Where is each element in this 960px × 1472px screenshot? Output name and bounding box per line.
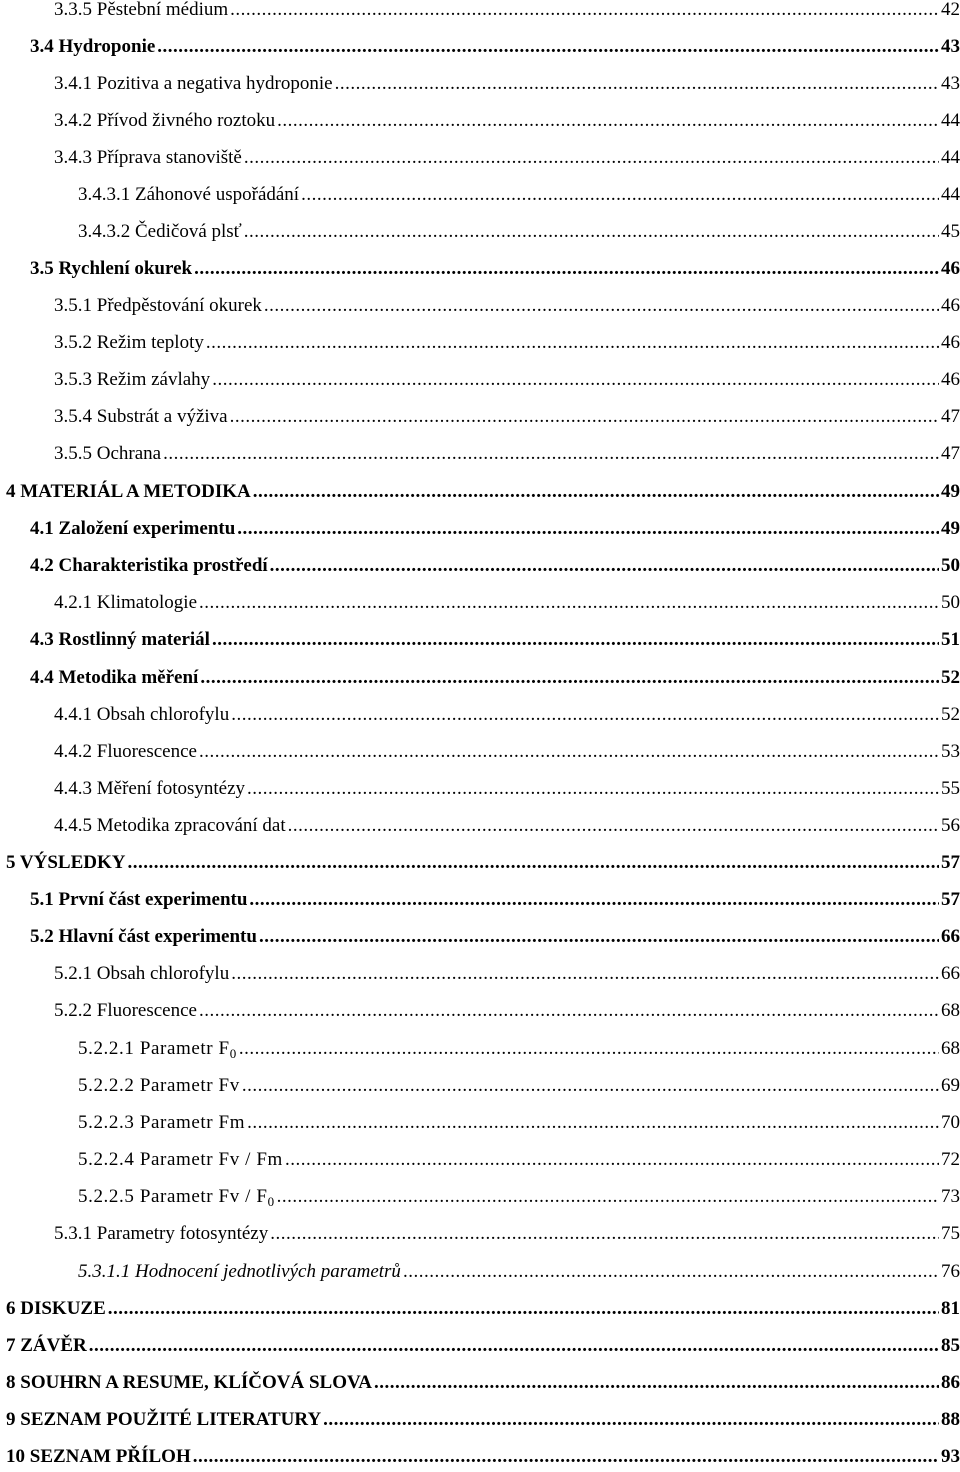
dot-leader [199, 996, 939, 1026]
toc-entry-title [30, 922, 257, 952]
toc-entry[interactable] [54, 402, 960, 432]
toc-entry-title [54, 1219, 268, 1249]
toc-entry-label: Rostlinný materiál [58, 629, 210, 650]
toc-entry-number: 5.2.2.5 [78, 1186, 135, 1207]
toc-entry-page-number: 57 [941, 889, 960, 910]
toc-entry-label: Měření fotosyntézy [96, 778, 246, 799]
toc-entry[interactable] [78, 1257, 960, 1287]
toc-entry-number: 4.4.2 [54, 741, 92, 762]
toc-entry-page-number: 55 [941, 778, 960, 799]
toc-entry[interactable] [54, 0, 960, 25]
toc-entry-title [54, 106, 275, 136]
toc-entry-label: Předpěstování okurek [96, 295, 262, 316]
toc-entry-page-number: 52 [941, 704, 960, 725]
toc-entry-title [54, 811, 286, 841]
toc-entry-number: 5.2.2.2 [78, 1075, 135, 1096]
toc-entry-number: 5.2 [30, 926, 54, 947]
dot-leader [230, 402, 939, 432]
toc-entry[interactable] [6, 477, 960, 507]
toc-entry-number: 5.2.2 [54, 1000, 92, 1021]
toc-entry-page-number: 43 [941, 36, 960, 57]
toc-entry-label: První část experimentu [58, 889, 248, 910]
toc-entry-label: Přívod živného roztoku [96, 110, 276, 131]
toc-entry-page-number: 66 [941, 963, 960, 984]
toc-entry-title [54, 959, 229, 989]
toc-entry-number: 3.4.3.1 [78, 184, 131, 205]
toc-entry[interactable] [54, 996, 960, 1026]
toc-entry-page-number: 68 [941, 1000, 960, 1021]
toc-entry-title [30, 551, 268, 581]
toc-entry-title [6, 848, 126, 878]
toc-entry[interactable] [78, 217, 960, 247]
toc-entry[interactable] [54, 737, 960, 767]
toc-entry-page-number: 44 [941, 110, 960, 131]
toc-entry-title [78, 1108, 245, 1138]
toc-entry-title [30, 625, 210, 655]
toc-entry-number: 5.3.1 [54, 1223, 92, 1244]
toc-entry-number: 3.5 [30, 258, 54, 279]
toc-entry-page-number: 68 [941, 1038, 960, 1059]
toc-entry-page-number: 50 [941, 592, 960, 613]
toc-entry-title [78, 1182, 275, 1212]
toc-entry-title [78, 217, 242, 247]
toc-entry-page-number: 43 [941, 73, 960, 94]
toc-entry-title [30, 514, 235, 544]
toc-entry-label: VÝSLEDKY [19, 852, 126, 873]
toc-entry-number: 3.4.3.2 [78, 221, 131, 242]
toc-entry-number: 4.3 [30, 629, 54, 650]
toc-entry-label: Rychlení okurek [58, 258, 193, 279]
dot-leader [253, 477, 939, 507]
toc-entry-label: Hlavní část experimentu [58, 926, 257, 947]
toc-entry-title [54, 996, 197, 1026]
toc-entry-label: Fluorescence [96, 741, 197, 762]
toc-entry-number: 4.4.3 [54, 778, 92, 799]
toc-entry-number: 3.5.4 [54, 406, 92, 427]
toc-entry[interactable] [54, 439, 960, 469]
toc-entry-page-number: 46 [941, 369, 960, 390]
toc-entry-page-number: 50 [941, 555, 960, 576]
toc-entry-title [78, 1034, 237, 1064]
dot-leader [212, 365, 939, 395]
dot-leader [230, 0, 939, 25]
dot-leader [237, 514, 939, 544]
toc-entry-number: 3.5.5 [54, 443, 92, 464]
dot-leader [157, 32, 939, 62]
toc-entry-number: 3.3.5 [54, 0, 92, 20]
toc-entry-number: 5.2.2.3 [78, 1112, 135, 1133]
toc-entry-title [6, 1405, 321, 1435]
toc-entry[interactable] [6, 848, 960, 878]
dot-leader [242, 1071, 939, 1101]
toc-entry-page-number: 45 [941, 221, 960, 242]
toc-entry-page-number: 88 [941, 1409, 960, 1430]
toc-entry-label: SEZNAM POUŽITÉ LITERATURY [20, 1409, 322, 1430]
toc-entry[interactable] [6, 1331, 960, 1361]
dot-leader [199, 737, 939, 767]
toc-entry-number: 5.2.2.4 [78, 1149, 135, 1170]
dot-leader [335, 69, 939, 99]
toc-entry-number: 3.4 [30, 36, 54, 57]
toc-entry-title [54, 774, 245, 804]
toc-entry-title [30, 254, 192, 284]
toc-entry-page-number: 93 [941, 1446, 960, 1467]
toc-entry-number: 3.4.3 [54, 147, 92, 168]
toc-entry[interactable] [30, 551, 960, 581]
toc-entry[interactable] [6, 1405, 960, 1435]
toc-entry-label: Záhonové uspořádání [135, 184, 300, 205]
toc-entry-number: 4 [6, 481, 16, 502]
toc-entry[interactable] [78, 1071, 960, 1101]
toc-entry-label: Pěstební médium [96, 0, 229, 20]
toc-entry-label: MATERIÁL A METODIKA [20, 481, 251, 502]
toc-entry-page-number: 44 [941, 184, 960, 205]
toc-entry[interactable] [30, 663, 960, 693]
toc-entry-title [54, 588, 197, 618]
toc-entry-number: 4.1 [30, 518, 54, 539]
toc-entry-page-number: 51 [941, 629, 960, 650]
toc-entry-title [30, 32, 155, 62]
toc-entry[interactable] [30, 32, 960, 62]
dot-leader [206, 328, 939, 358]
dot-leader [301, 180, 939, 210]
toc-entry-label: Čedičová plsť [135, 221, 242, 242]
toc-entry[interactable] [6, 1368, 960, 1398]
toc-entry-number: 4.2.1 [54, 592, 92, 613]
toc-entry[interactable] [54, 106, 960, 136]
dot-leader [244, 143, 939, 173]
toc-entry[interactable] [30, 514, 960, 544]
toc-entry-page-number: 52 [941, 667, 960, 688]
toc-entry-number: 4.4.1 [54, 704, 92, 725]
toc-entry-label: Režim teploty [96, 332, 204, 353]
toc-entry-title [54, 69, 333, 99]
toc-entry[interactable] [78, 1145, 960, 1175]
toc-entry[interactable] [54, 774, 960, 804]
toc-entry-page-number: 76 [941, 1261, 960, 1282]
toc-entry[interactable] [78, 1108, 960, 1138]
toc-entry-title [54, 737, 197, 767]
toc-entry-label: Fluorescence [96, 1000, 197, 1021]
toc-entry-page-number: 46 [941, 295, 960, 316]
toc-entry-page-number: 44 [941, 147, 960, 168]
toc-entry-label: Parametr Fv [139, 1075, 240, 1096]
toc-entry-label: Metodika měření [58, 667, 199, 688]
toc-entry-page-number: 70 [941, 1112, 960, 1133]
toc-entry[interactable] [78, 1034, 960, 1064]
dot-leader [288, 811, 939, 841]
dot-leader [270, 551, 939, 581]
dot-leader [108, 1294, 939, 1324]
toc-entry-title [30, 663, 198, 693]
toc-entry[interactable] [30, 625, 960, 655]
toc-entry-label: DISKUZE [20, 1298, 106, 1319]
toc-entry-number: 5.2.2.1 [78, 1038, 135, 1059]
toc-entry-title [6, 1368, 372, 1398]
toc-entry-page-number: 53 [941, 741, 960, 762]
toc-entry-label: Příprava stanoviště [96, 147, 242, 168]
toc-entry-number: 8 [6, 1372, 16, 1393]
toc-entry-title [54, 143, 242, 173]
toc-entry[interactable] [30, 922, 960, 952]
toc-entry-number: 4.2 [30, 555, 54, 576]
toc-entry-title [54, 328, 204, 358]
toc-entry-number: 3.5.1 [54, 295, 92, 316]
toc-entry-label: SEZNAM PŘÍLOH [29, 1446, 191, 1467]
toc-entry-title [54, 0, 228, 25]
toc-entry-page-number: 42 [941, 0, 960, 20]
toc-entry-page-number: 49 [941, 518, 960, 539]
toc-entry-label: ZÁVĚR [20, 1335, 87, 1356]
dot-leader [259, 922, 939, 952]
dot-leader [231, 700, 939, 730]
dot-leader [277, 106, 939, 136]
toc-entry-title [6, 1294, 106, 1324]
toc-entry-number: 10 [6, 1446, 25, 1467]
toc-entry-title [6, 1331, 87, 1361]
toc-entry-page-number: 81 [941, 1298, 960, 1319]
dot-leader [128, 848, 940, 878]
toc-entry-number: 6 [6, 1298, 16, 1319]
dot-leader [249, 885, 939, 915]
dot-leader [244, 217, 939, 247]
toc-entry[interactable] [54, 811, 960, 841]
toc-entry-page-number: 46 [941, 258, 960, 279]
toc-entry-label: Hodnocení jednotlivých parametrů [135, 1261, 401, 1282]
toc-entry-label: Režim závlahy [96, 369, 211, 390]
toc-entry-number: 4.4 [30, 667, 54, 688]
dot-leader [199, 588, 939, 618]
toc-entry-title [30, 885, 247, 915]
toc-entry[interactable] [54, 365, 960, 395]
toc-entry-number: 3.5.3 [54, 369, 92, 390]
dot-leader [194, 254, 939, 284]
toc-entry-label: Parametr Fv / F [139, 1186, 268, 1207]
toc-entry-label: Parametry fotosyntézy [96, 1223, 269, 1244]
toc-entry[interactable] [54, 588, 960, 618]
toc-entry-page-number: 47 [941, 406, 960, 427]
toc-entry-label: SOUHRN A RESUME, KLÍČOVÁ SLOVA [20, 1372, 373, 1393]
toc-entry-label: Hydroponie [58, 36, 156, 57]
toc-entry-page-number: 69 [941, 1075, 960, 1096]
toc-entry[interactable] [78, 1182, 960, 1212]
toc-entry-number: 3.4.1 [54, 73, 92, 94]
toc-entry-number: 3.4.2 [54, 110, 92, 131]
dot-leader [403, 1257, 939, 1287]
toc-entry-title [54, 291, 262, 321]
toc-entry-title [54, 700, 229, 730]
dot-leader [212, 625, 939, 655]
dot-leader [163, 439, 939, 469]
toc-entry-label: Ochrana [96, 443, 162, 464]
dot-leader [374, 1368, 939, 1398]
toc-entry-number: 5.1 [30, 889, 54, 910]
toc-entry-label: Založení experimentu [58, 518, 236, 539]
dot-leader [270, 1219, 939, 1249]
dot-leader [277, 1182, 939, 1212]
dot-leader [239, 1034, 939, 1064]
toc-entry-number: 5 [6, 852, 16, 873]
toc-entry-page-number: 85 [941, 1335, 960, 1356]
toc-entry[interactable] [54, 69, 960, 99]
toc-entry-page-number: 57 [941, 852, 960, 873]
toc-entry-number: 5.2.1 [54, 963, 92, 984]
toc-entry-title [78, 180, 299, 210]
toc-entry-label: Parametr F [139, 1038, 230, 1059]
toc-entry[interactable] [54, 1219, 960, 1249]
toc-entry-label: Charakteristika prostředí [58, 555, 268, 576]
toc-entry-label: Pozitiva a negativa hydroponie [96, 73, 333, 94]
toc-entry-label: Substrát a výživa [96, 406, 228, 427]
toc-entry-number: 9 [6, 1409, 16, 1430]
dot-leader [285, 1145, 939, 1175]
dot-leader [247, 774, 939, 804]
toc-entry-page-number: 66 [941, 926, 960, 947]
toc-entry-page-number: 73 [941, 1186, 960, 1207]
toc-entry-title [78, 1145, 283, 1175]
toc-entry-title [78, 1071, 240, 1101]
toc-entry-title [78, 1257, 401, 1287]
toc-entry-subscript: 0 [229, 1046, 237, 1061]
toc-entry-page-number: 56 [941, 815, 960, 836]
toc-entry-number: 5.3.1.1 [78, 1261, 131, 1282]
dot-leader [323, 1405, 939, 1435]
toc-entry[interactable] [54, 291, 960, 321]
toc-entry-label: Parametr Fv / Fm [139, 1149, 283, 1170]
toc-entry-title [6, 477, 251, 507]
toc-entry[interactable] [30, 885, 960, 915]
toc-entry-label: Obsah chlorofylu [96, 704, 230, 725]
dot-leader [264, 291, 939, 321]
toc-entry-label: Metodika zpracování dat [96, 815, 286, 836]
toc-entry-number: 4.4.5 [54, 815, 92, 836]
toc-entry-page-number: 46 [941, 332, 960, 353]
toc-entry[interactable] [54, 959, 960, 989]
toc-entry-subscript: 0 [267, 1194, 275, 1209]
toc-entry[interactable] [6, 1442, 960, 1472]
toc-entry-title [6, 1442, 191, 1472]
toc-entry-number: 3.5.2 [54, 332, 92, 353]
toc-entry-page-number: 47 [941, 443, 960, 464]
toc-entry-label: Klimatologie [96, 592, 198, 613]
dot-leader [200, 663, 939, 693]
toc-entry-page-number: 49 [941, 481, 960, 502]
toc-entry-number: 7 [6, 1335, 16, 1356]
toc-entry-label: Obsah chlorofylu [96, 963, 230, 984]
toc-entry[interactable] [54, 143, 960, 173]
toc-entry-page-number: 72 [941, 1149, 960, 1170]
toc-entry[interactable] [54, 328, 960, 358]
dot-leader [193, 1442, 939, 1472]
dot-leader [247, 1108, 939, 1138]
toc-entry[interactable] [6, 1294, 960, 1324]
dot-leader [231, 959, 939, 989]
dot-leader [89, 1331, 939, 1361]
toc-entry-title [54, 439, 161, 469]
toc-entry-title [54, 365, 210, 395]
toc-entry-label: Parametr Fm [139, 1112, 246, 1133]
toc-entry[interactable] [78, 180, 960, 210]
toc-entry[interactable] [54, 700, 960, 730]
toc-entry[interactable] [30, 254, 960, 284]
toc-entry-title [54, 402, 228, 432]
toc-entry-page-number: 86 [941, 1372, 960, 1393]
toc-entry-page-number: 75 [941, 1223, 960, 1244]
